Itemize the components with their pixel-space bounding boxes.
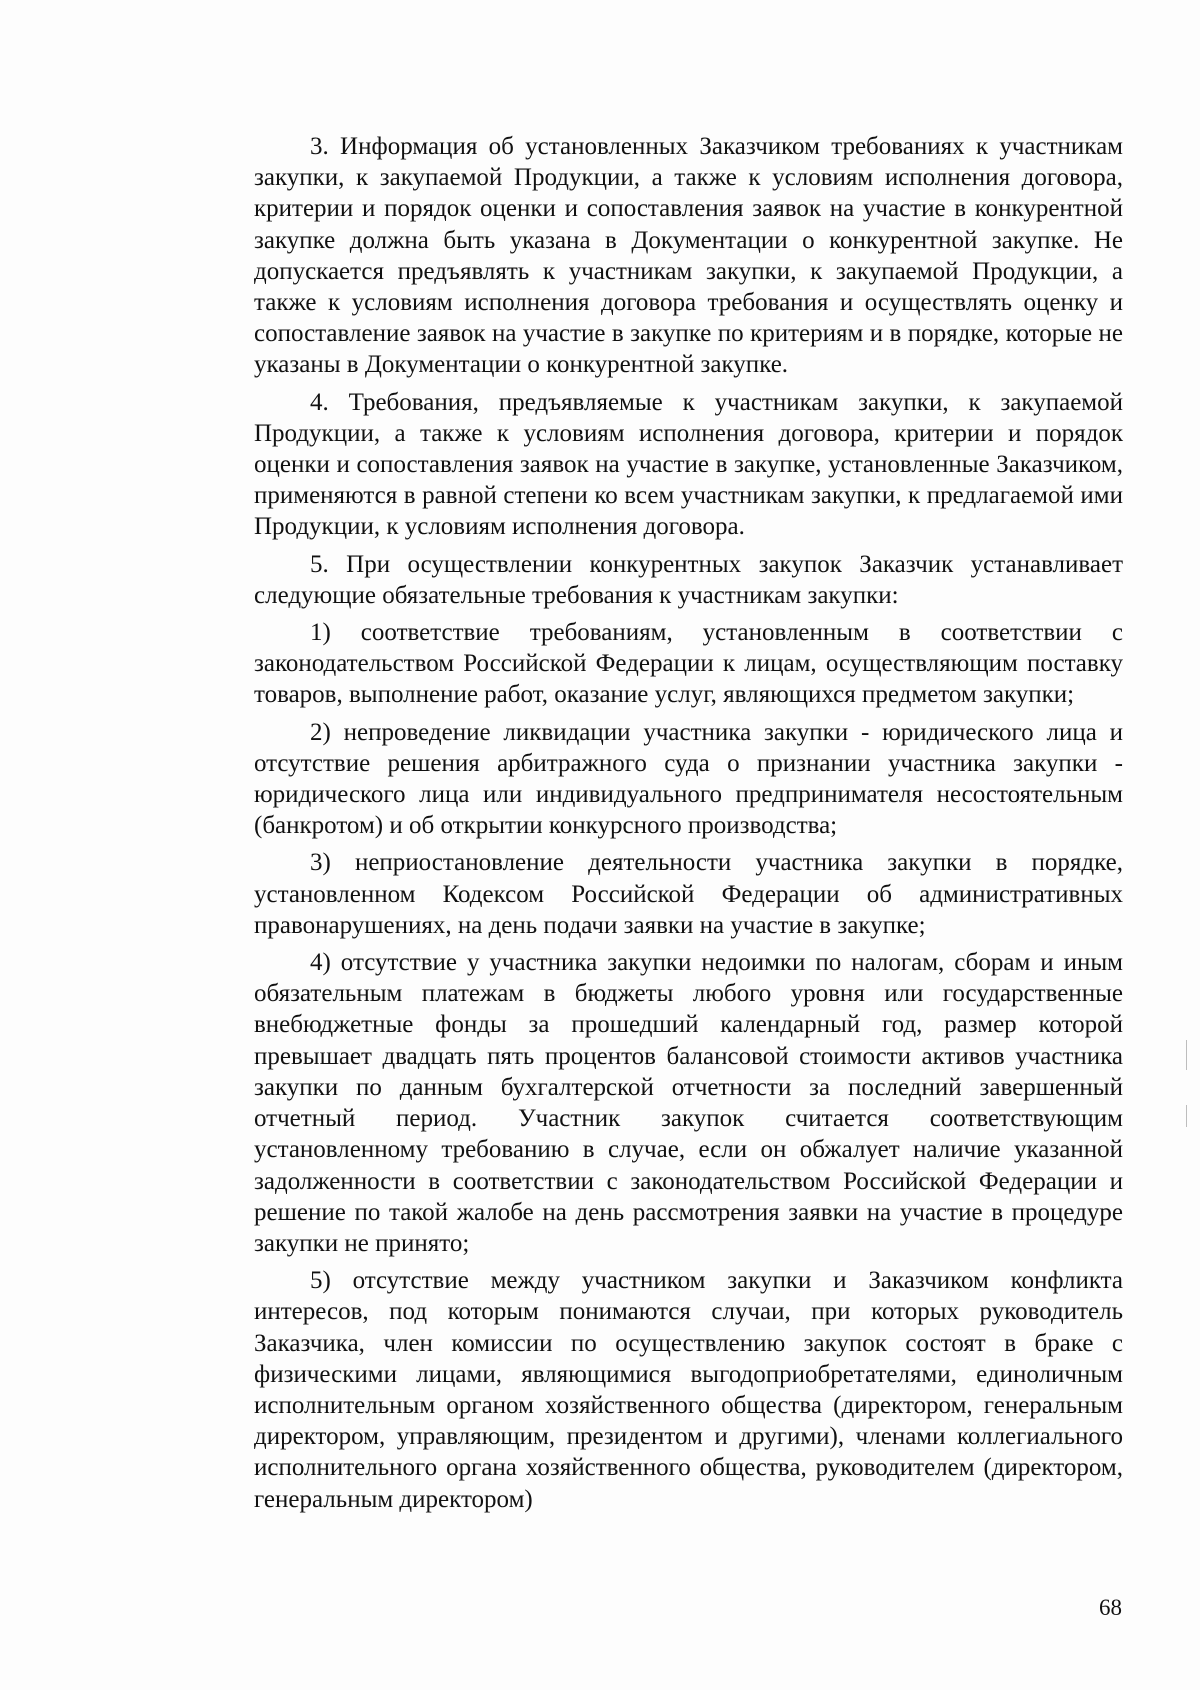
requirement-5: 5) отсутствие между участником закупки и Заказчиком конфликта интересов, под которым понимаются случаи, при которых руководитель Заказчика, член комиссии по осуществлению закупок состоят в браке с физическими лицами, являющимися выгодоприобретателями, единоличным исполнительным органом хозяйственного общества (директором, генеральным директором, управляющим, президентом и другими), членами коллегиального исполнительного органа хозяйственного общества, руководителем (директором, генеральным директором) [254, 1267, 1123, 1513]
requirement-3: 3) неприостановление деятельности участника закупки в порядке, установленном Кодексом Российской Федерации об административных правонарушениях, на день подачи заявки на участие в закупке; [254, 849, 1123, 939]
paragraph-4: 4. Требования, предъявляемые к участникам закупки, к закупаемой Продукции, а также к условиям исполнения договора, критерии и порядок оценки и сопоставления заявок на участие в закупке, установленные Заказчиком, применяются в равной степени ко всем участникам закупки, к предлагаемой ими Продукции, к условиям исполнения договора. [254, 388, 1123, 541]
scan-artifact [1186, 1105, 1187, 1127]
page-number: 68 [1099, 1595, 1122, 1620]
scan-artifact [1186, 1040, 1187, 1070]
paragraph-5: 5. При осуществлении конкурентных закупок Заказчик устанавливает следующие обязательные требования к участникам закупки: [254, 550, 1123, 609]
paragraph-3: 3. Информация об установленных Заказчиком требованиях к участникам закупки, к закупаемой Продукции, а также к условиям исполнения договора, критерии и порядок оценки и сопоставления заявок на участие в конкурентной закупке должна быть указана в Документации о конкурентной закупке. Не допускается предъявлять к участникам закупки, к закупаемой Продукции, а также к условиям исполнения договора требования и осуществлять оценку и сопоставление заявок на участие в закупке по критериям и в порядке, которые не указаны в Документации о конкурентной закупке. [254, 133, 1123, 379]
requirement-2: 2) непроведение ликвидации участника закупки - юридического лица и отсутствие решения арбитражного суда о признании участника закупки - юридического лица или индивидуального предпринимателя несостоятельным (банкротом) и об открытии конкурсного производства; [254, 718, 1123, 840]
document-body [254, 131, 1123, 1521]
requirement-1: 1) соответствие требованиям, установленным в соответствии с законодательством Российской Федерации к лицам, осуществляющим поставку товаров, выполнение работ, оказание услуг, являющихся предметом закупки; [254, 619, 1123, 709]
requirement-4: 4) отсутствие у участника закупки недоимки по налогам, сборам и иным обязательным платежам в бюджеты любого уровня или государственные внебюджетные фонды за прошедший календарный год, размер которой превышает двадцать пять процентов балансовой стоимости активов участника закупки по данным бухгалтерской отчетности за последний завершенный отчетный период. Участник закупок считается соответствующим установленному требованию в случае, если он обжалует наличие указанной задолженности в соответствии с законодательством Российской Федерации и решение по такой жалобе на день рассмотрения заявки на участие в процедуре закупки не принято; [254, 949, 1123, 1257]
